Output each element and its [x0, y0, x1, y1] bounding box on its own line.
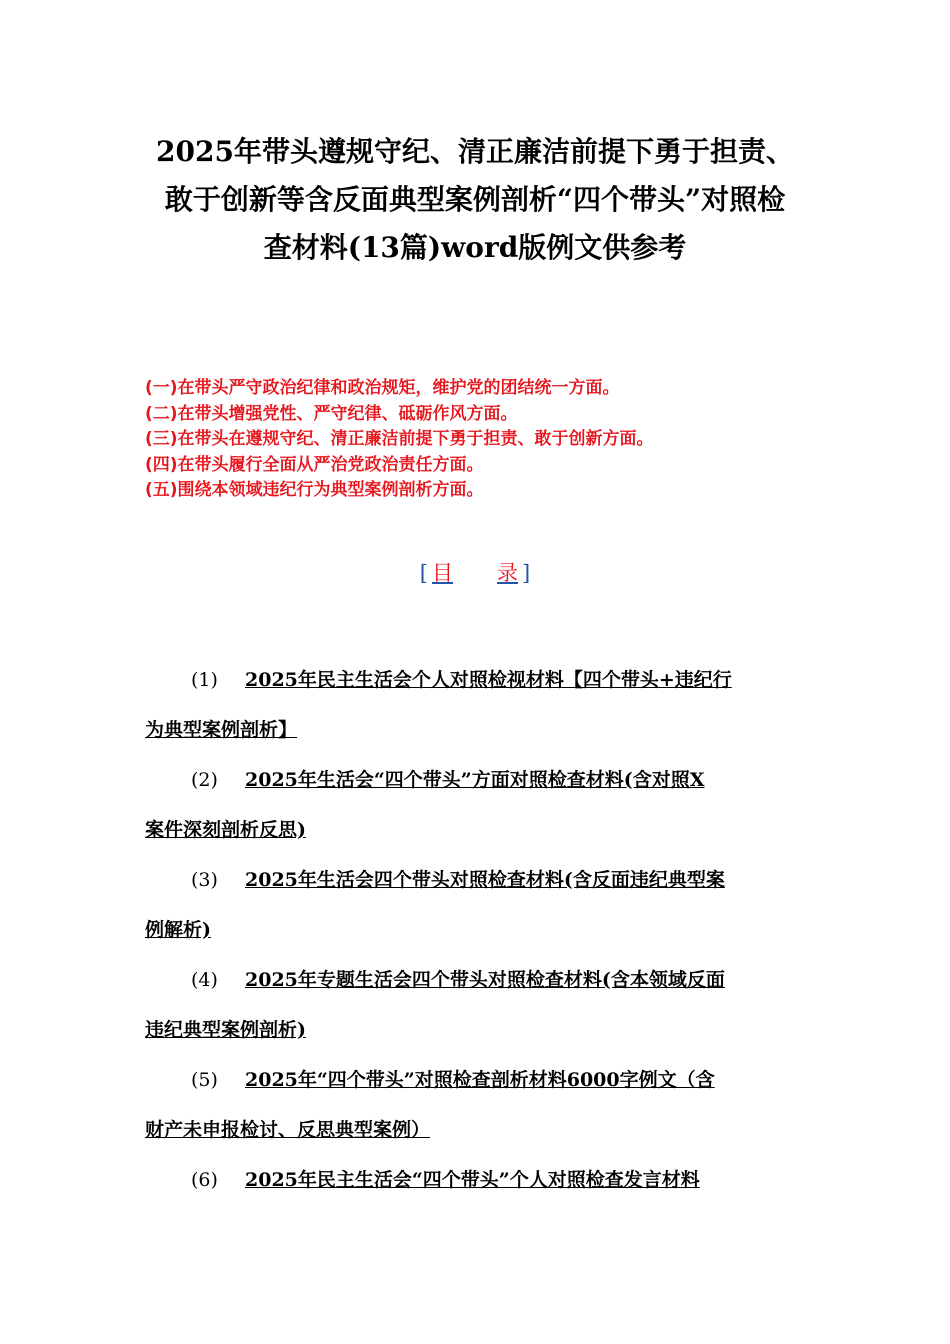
toc-item-link[interactable]: 2025年生活会“四个带头”方面对照检查材料(含对照X	[245, 769, 705, 791]
title-line-1: 2025年带头遵规守纪、清正廉洁前提下勇于担责、	[156, 135, 794, 168]
toc-item-6[interactable]	[145, 1155, 800, 1205]
aspect-item-5: (五)围绕本领域违纪行为典型案例剖析方面。	[145, 480, 484, 500]
toc-item-link-continued[interactable]: 财产未申报检讨、反思典型案例）	[145, 1119, 431, 1141]
toc-heading-char-1: 目	[432, 561, 453, 585]
toc-item-number: (3)	[191, 869, 218, 891]
toc-heading-close-bracket: ]	[522, 561, 531, 585]
toc-item-link[interactable]: 2025年生活会四个带头对照检查材料(含反面违纪典型案	[245, 869, 725, 891]
toc-heading-open-bracket: [	[419, 561, 428, 585]
toc-list	[145, 655, 800, 1205]
toc-item-number: (5)	[191, 1069, 218, 1091]
toc-item-number: (6)	[191, 1169, 218, 1191]
aspects-list	[145, 376, 845, 504]
toc-heading	[0, 558, 950, 588]
aspect-item-2: (二)在带头增强党性、严守纪律、砥砺作风方面。	[145, 403, 518, 424]
document-title	[120, 128, 830, 272]
toc-item-link[interactable]: 2025年民主生活会个人对照检视材料【四个带头+违纪行	[245, 669, 732, 691]
toc-item-number: (1)	[191, 669, 218, 691]
toc-item-1[interactable]	[145, 655, 800, 755]
title-line-3: 查材料(13篇)word版例文供参考	[263, 231, 687, 264]
toc-heading-char-2: 录	[497, 561, 518, 585]
toc-item-3[interactable]	[145, 855, 800, 955]
toc-item-link-continued[interactable]: 例解析)	[145, 919, 211, 941]
title-line-2: 敢于创新等含反面典型案例剖析“四个带头”对照检	[164, 183, 786, 216]
toc-item-5[interactable]	[145, 1055, 800, 1155]
toc-item-link[interactable]: 2025年民主生活会“四个带头”个人对照检查发言材料	[245, 1169, 700, 1191]
aspect-item-1: (一)在带头严守政治纪律和政治规矩，维护党的团结统一方面。	[145, 378, 620, 398]
toc-item-link-continued[interactable]: 为典型案例剖析】	[145, 719, 298, 741]
toc-item-link[interactable]: 2025年专题生活会四个带头对照检查材料(含本领域反面	[245, 969, 725, 991]
toc-item-link-continued[interactable]: 违纪典型案例剖析)	[145, 1019, 306, 1041]
toc-item-number: (2)	[191, 769, 218, 791]
toc-heading-link[interactable]	[428, 558, 522, 588]
aspect-item-4: (四)在带头履行全面从严治党政治责任方面。	[145, 454, 484, 475]
toc-item-link-continued[interactable]: 案件深刻剖析反思)	[145, 819, 306, 841]
aspect-item-3: (三)在带头在遵规守纪、清正廉洁前提下勇于担责、敢于创新方面。	[145, 429, 654, 449]
toc-item-link[interactable]: 2025年“四个带头”对照检查剖析材料6000字例文（含	[245, 1069, 715, 1091]
toc-item-2[interactable]	[145, 755, 800, 855]
toc-item-4[interactable]	[145, 955, 800, 1055]
toc-item-number: (4)	[191, 969, 218, 991]
